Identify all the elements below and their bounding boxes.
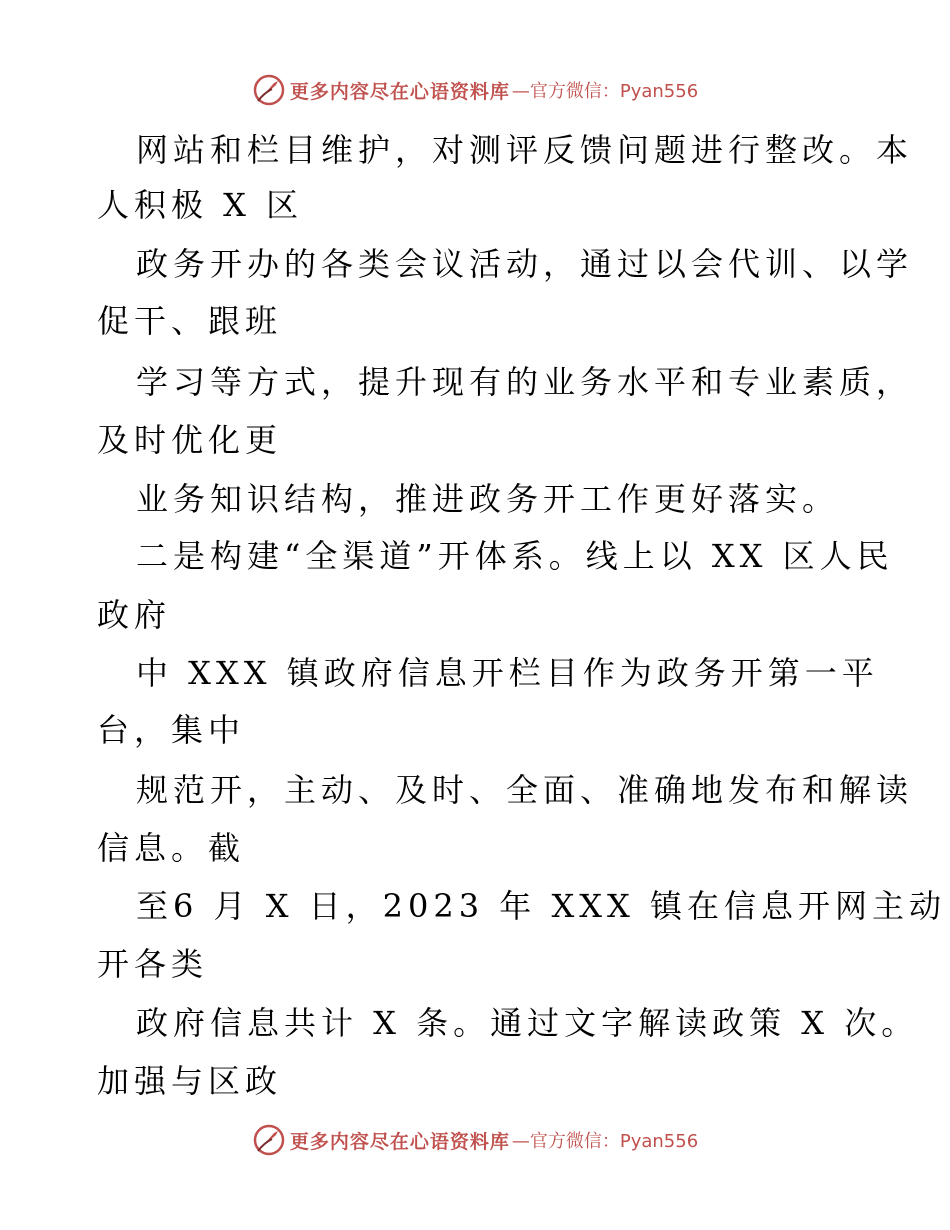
- text-line: 二是构建“全渠道”开体系。线上以 XX 区人民: [136, 537, 894, 575]
- text-line: 政府: [97, 596, 172, 634]
- watermark-wechat-text: —官方微信：Pyan556: [511, 1131, 699, 1152]
- footer-watermark: [0, 1120, 950, 1160]
- text-line: 人积极 X 区: [97, 186, 304, 224]
- quill-pen-logo-icon: [252, 73, 286, 107]
- text-line: 及时优化更: [97, 421, 283, 459]
- text-line: 政府信息共计 X 条。通过文字解读政策 X 次。: [136, 1004, 919, 1042]
- text-line: 开各类: [97, 945, 209, 983]
- text-line: 至6 月 X 日，2023 年 XXX 镇在信息开网主动: [136, 887, 946, 925]
- text-line: 台，集中: [97, 711, 246, 749]
- text-line: 业务知识结构，推进政务开工作更好落实。: [136, 480, 840, 518]
- watermark-brand-text: 更多内容尽在心语资料库: [289, 1130, 510, 1153]
- quill-pen-logo-icon: [252, 1123, 286, 1157]
- text-line: 网站和栏目维护，对测评反馈问题进行整改。本: [136, 131, 914, 169]
- text-line: 促干、跟班: [97, 302, 283, 340]
- text-line: 政务开办的各类会议活动，通过以会代训、以学: [136, 245, 914, 283]
- text-line: 信息。截: [97, 829, 246, 867]
- watermark-brand-text: 更多内容尽在心语资料库: [289, 80, 510, 103]
- header-watermark: [0, 70, 950, 110]
- text-line: 规范开，主动、及时、全面、准确地发布和解读: [136, 771, 914, 809]
- text-line: 中 XXX 镇政府信息开栏目作为政务开第一平: [136, 654, 879, 692]
- watermark-wechat-text: —官方微信：Pyan556: [511, 81, 699, 102]
- text-line: 加强与区政: [97, 1062, 283, 1100]
- text-line: 学习等方式，提升现有的业务水平和专业素质，: [136, 363, 914, 401]
